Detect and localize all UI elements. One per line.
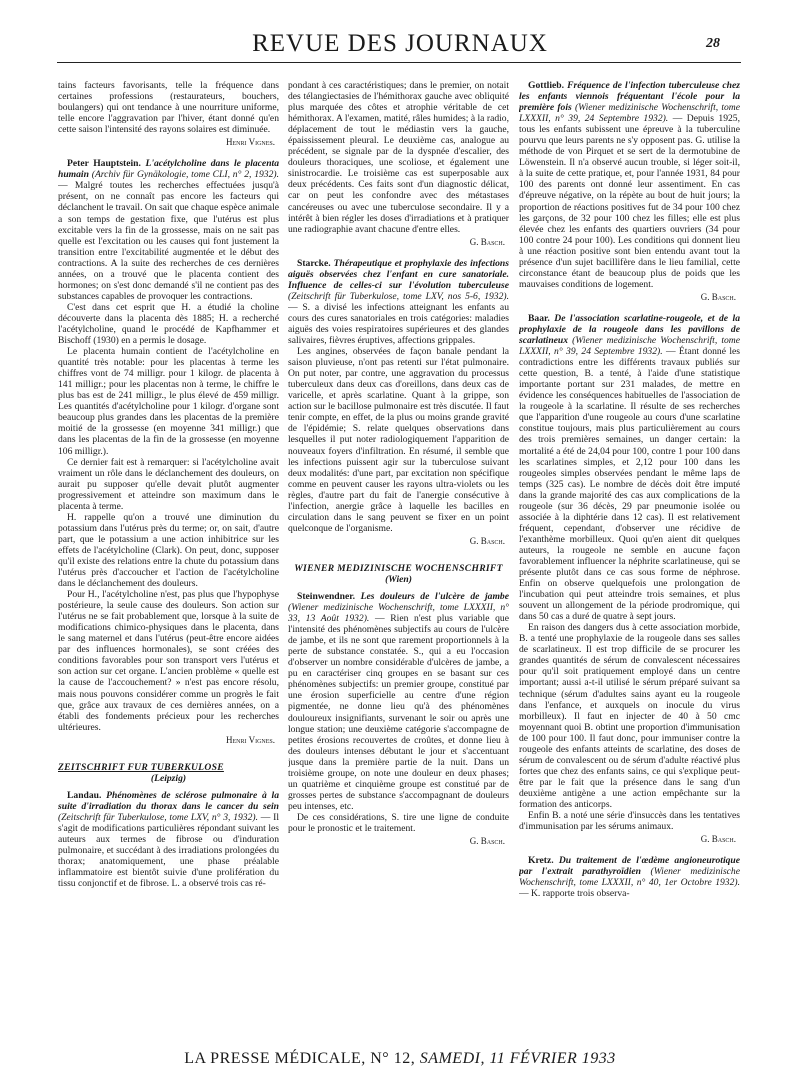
article-source: (Wiener medizinische Wochenschrift, tome LXXXII, n° 39, 24 Septembre 1932). xyxy=(519,102,740,125)
article-source: (Archiv für Gynäkologie, tome CLI, n° 2, 1932). xyxy=(91,169,279,181)
journal-city: (Wien) xyxy=(385,573,412,585)
journal-heading: ZEITSCHRIFT FUR TUBERKULOSE xyxy=(58,761,224,773)
article-text: — Depuis 1925, tous les enfants subissent une épreuve à la tuberculine pourvu que leurs parents ne s'y opposent pas. G. utilise la méthode de von Pirquet et se sert de la dermotubine de Löwenstein. Il n'a observé aucun trouble, si léger soit-il, à la suite de cette pratique, et, pour l'année 1931, 84 pour 100 des parents ont donné leur assentiment. En cas d'épreuve négative, on la répète au bout de huit jours; la proportion de réactions positives fut de 34 pour 100 chez les garçons, de 32 pour 100 chez les filles; elle est plus élevée chez les enfants des quartiers ouvriers (34 pour 100 contre 24 pour 100). Les conditions qui donnent lieu à une réaction positive sont bien entendu avant tout la présence d'un sujet bacillifère dans le lieu familial, cette circonstance étant de beaucoup plus de poids que les mauvaises conditions de logement. xyxy=(519,113,740,290)
running-head: REVUE DES JOURNAUX xyxy=(252,30,548,57)
article-source: (Wiener medizinische Wochenschrift, tome LXXXII, n° 33, 13 Août 1932). xyxy=(288,602,509,625)
article-author: Gottlieb. xyxy=(528,80,564,91)
article-text: — Malgré toutes les recherches effectuées jusqu'à présent, on ne connaît pas encore les facteurs qui déclanchent le travail. On sait que chaque espèce animale a son temps de gestation fixe, que l'utérus est plus excitable vers la fin de la grossesse, mais on ne sait pas quelle est l'excitation ou les causes qui font justement la transition entre l'excitabilité augmentée et le début des contractions. A la suite des recherches de ces dernières années, on a trouvé que le placenta contient des hormones; on s'est donc demandé s'il ne contient pas des substances capables de provoquer les contractions. xyxy=(58,180,279,302)
article-title: De l'association scarlatine-rougeole, et de la prophylaxie de la rougeole dans les pavillons de scarlatineux xyxy=(519,312,740,347)
paragraph: Les angines, observées de façon banale pendant la saison pluvieuse, n'ont pas retenti sur l'état pulmonaire. On put noter, par contre, une aggravation du processus tuberculeux dans deux cas d'oreillons, dans deux cas de varicelle, et après scarlatine. Quant à la grippe, son action sur le bacillose pulmonaire est très discutée. Il faut tenir compte, en effet, de la plus ou moins grande gravité de l'épidémie; S. relate quelques observations dans lesquelles il put noter radiologiquement l'apparition de nouveaux foyers d'infiltration. En résumé, il semble que les infections puissent agir sur la tuberculose suivant deux modalités: d'une part, par excitation non spécifique comme en peuvent causer les rayons ultra-violets ou les règles, d'autre part du fait de l'anergie consécutive à l'infection, anergie grâce à laquelle les bacilles en circulation dans le sang peuvent se fixer en un point quelconque de l'organisme. xyxy=(288,346,509,534)
article-author: Baar. xyxy=(528,312,550,324)
article-text: — Rien n'est plus variable que l'intensité des phénomènes subjectifs au cours de l'ulcère de jambe, et ils ne sont que rarement proportionnels à la perte de substance constatée. S., qui a eu l'occasion d'observer un nombre considérable d'ulcères de jambe, a pu en caractériser cinq groupes en se basant sur ces phénomènes subjectifs: un premier groupe, constitué par une érosion superficielle au centre d'une région pigmentée, ne donne lieu qu'à des phénomènes douloureux insignifiants, survenant le soir ou après une longue station; une deuxième catégorie s'accompagne de petites érosions recouvertes de croûtes, et donne lieu à des douleurs intenses débutant le jour et s'accentuant jusque dans la première partie de la nuit. Dans un troisième groupe, on note une douleur en deux phases; un quatrième et cinquième groupe est constitué par de grosses pertes de substance s'accompagnant de douleurs peu intenses, etc. xyxy=(288,613,509,812)
paragraph: Ce dernier fait est à remarquer: si l'acétylcholine avait vraiment un rôle dans le déclanchement des douleurs, on aurait pu supposer qu'elle devait plutôt augmenter progressivement et atteindre son maximum dans le placenta à terme. xyxy=(58,456,279,512)
article-title: Du traitement de l'œdème angioneurotique par l'extrait parathyroïdien xyxy=(519,855,740,878)
page-number: 28 xyxy=(706,36,720,51)
article-baar xyxy=(519,313,740,845)
signature: G. Basch. xyxy=(469,535,505,546)
article-source: (Wiener medizinische Wochenschrift, tome LXXXII, n° 40, 1er Octobre 1932). xyxy=(519,866,740,889)
article-title: Fréquence de l'infection tuberculeuse chez les enfants viennois fréquentant l'école pour la première fois xyxy=(519,80,740,114)
paragraph: pondant à ces caractéristiques; dans le premier, on notait des télangiectasies de l'hémithorax gauche avec obliquité plus marquée des côtes et atrophie véritable de cet hémithorax. A l'examen, matité, râles humides; à la radio, déplacement de tout le médiastin vers la gauche, épaississement pleural. Le deuxième cas, analogue au précédent, se signale par de la dyspnée d'escalier, des douleurs thoraciques, une scoliose, et également une sinistrocardie. Le troisième cas est superposable aux deux précédents. Ces faits sont d'un diagnostic délicat, car on peut les confondre avec des métastases cancéreuses ou avec une tuberculose secondaire. Il y a intérêt à bien régler les doses d'irradiations et à pratiquer une radiographie avant chacune d'entre elles. xyxy=(288,80,509,235)
article-lead xyxy=(519,855,740,899)
journal-heading: WIENER MEDIZINISCHE WOCHENSCHRIFT xyxy=(294,562,503,574)
paragraph: Pour H., l'acétylcholine n'est, pas plus que l'hypophyse postérieure, la seule cause des douleurs. Son action sur l'utérus ne se fait probablement que, lorsque à la suite de modifications chimico-physiques dans le placenta, dans le sang maternel et dans l'utérus (peut-être encore aidées par des influences hormonales), se sont créées des conditions favorables pour son transport vers l'utérus et son action sur cet organe. L'ancien problème « quelle est la cause de l'accouchement? » n'est pas encore résolu, mais nous pouvons considérer comme un progrès le fait que, grâce aux travaux de ces dernières années, on a établi des fondements précieux pour les recherches ultérieures. xyxy=(58,589,279,733)
footer-journal: LA PRESSE MÉDICALE, N° 12, xyxy=(184,1050,416,1067)
page-footer xyxy=(0,1050,800,1068)
article-hauptstein xyxy=(58,158,279,745)
header-rule xyxy=(57,62,741,63)
article-title: L'acétylcholine dans le placenta humain xyxy=(58,158,279,181)
article-kretz xyxy=(519,855,740,899)
article-author: Kretz. xyxy=(528,855,554,867)
article-lead xyxy=(58,790,279,889)
article-source: (Wiener medizinische Wochenschrift, tome LXXXII, n° 39, 24 Septembre 1932). xyxy=(519,335,740,358)
column-2 xyxy=(288,80,509,1045)
article-source: (Zeitschrift für Tuberkulose, tome LXV, nos 5-6, 1932). xyxy=(288,290,509,302)
article-lead xyxy=(288,258,509,346)
paragraph: De ces considérations, S. tire une ligne de conduite pour le pronostic et le traitement. xyxy=(288,811,509,834)
article-author: Peter Hauptstein. xyxy=(67,158,141,170)
journal-city: (Leipzig) xyxy=(150,772,187,784)
article-lead xyxy=(519,313,740,622)
article-author: Starcke. xyxy=(297,257,331,269)
paragraph: Enfin B. a noté une série d'insuccès dans les tentatives d'immunisation par les sérums animaux. xyxy=(519,810,740,833)
signature: G. Basch. xyxy=(700,834,736,845)
paragraph: H. rappelle qu'on a trouvé une diminution du potassium dans l'utérus près du terme; or, on sait, d'autre part, que le potassium a une action inhibitrice sur les effets de l'acétylcholine (Clark). On peut, donc, supposer qu'il existe des relations entre la chute du potassium dans l'utérus près d'accoucher et l'action de l'acétylcholine dans le déclanchement des douleurs. xyxy=(58,511,279,590)
article-starcke xyxy=(288,258,509,547)
column-1 xyxy=(58,80,279,1045)
article-text: — S. a divisé les infections atteignant les enfants au cours des cures sanatoriales en trois catégories: maladies aiguës des voies respiratoires supérieures et des glandes salivaires, fièvres éruptives, affections grippales. xyxy=(288,301,509,347)
signature: G. Basch. xyxy=(469,236,505,247)
signature: Henri Vignes. xyxy=(225,734,275,745)
footer-date: SAMEDI, 11 FÉVRIER 1933 xyxy=(419,1050,616,1067)
article-lead xyxy=(519,80,740,290)
paragraph: Le placenta humain contient de l'acétylcholine en quantité très notable: pour les placentas à terme les chiffres vont de 74 milligr. pour 1 kilogr. de placenta à 141 milligr.; pour les placentas non à terme, le chiffre le plus bas est de 241 milligr., le plus élevé de 459 milligr. Les quantités d'acétylcholine pour 1 kilogr. d'organe sont beaucoup plus grandes dans les placentas de la première moitié de la grossesse (en moyenne 341 milligr.) que dans les placentas de la fin de la grossesse (en moyenne 106 milligr.). xyxy=(58,346,279,457)
article-text: — K. rapporte trois observa- xyxy=(519,888,630,900)
article-text: — Il s'agit de modifications particulières répondant suivant les auteurs aux termes de fibrose ou d'induration pulmonaire, et succédant à des irradiations prolongées du thorax; anatomiquement, une phase préalable inflammatoire est bientôt suivie d'une prolifération du tissu conjonctif et de fibrose. L. a observé trois cas ré- xyxy=(58,811,279,890)
article-author: Landau. xyxy=(67,789,102,801)
article-title: Thérapeutique et prophylaxie des infections aiguës observées chez l'enfant en cure sanatoriale. Influence de celles-ci sur l'évolution tuberculeuse xyxy=(288,257,509,291)
article-lead xyxy=(288,591,509,812)
article-title: Les douleurs de l'ulcère de jambe xyxy=(360,591,509,603)
signature: G. Basch. xyxy=(469,836,505,847)
article-source: (Zeitschrift für Tuberkulose, tome LXV, n° 3, 1932). xyxy=(58,811,258,823)
paragraph: tains facteurs favorisants, telle la fréquence dans certaines professions (restaurateurs, bouchers, boulangers) qui ont tendance à une nourriture uniforme, telle encore l'aggravation par l'hiver, étant donné qu'en cette saison l'intensité des rayons solaires est diminuée. xyxy=(58,80,279,136)
signature: Henri Vignes. xyxy=(225,137,275,148)
article-lead xyxy=(58,158,279,302)
signature: G. Basch. xyxy=(700,291,736,302)
paragraph: En raison des dangers dus à cette association morbide, B. a tenté une prophylaxie de la rougeole dans ses salles de scarlatineux. Il est trop difficile de se procurer les grandes quantités de sérum de convalescent nécessaires pour qu'il soit pratiquement employé dans un centre important; aussi a-t-il utilisé le sérum préparé suivant sa technique (sérum d'adultes sains ayant eu la rougeole dans l'enfance, et auxquels on inocule du virus morbilleux). Il faut en injecter de 40 à 50 cmc moyennant quoi B. obtint une proportion d'immunisation de 100 pour 100. Il faut donc, pour immuniser contre la rougeole des enfants atteints de scarlatine, des doses de sérum de convalescent ou de sérum d'adulte réactivé plus fortes que chez des enfants sains, ce qui s'explique peut-être par le fait que la présence dans le sang d'un deuxième antigène a une action empêchante sur la formation des anticorps. xyxy=(519,622,740,810)
article-text: — Étant donné les contradictions entre les différents travaux publiés sur cette question, B. a tenté, à l'aide d'une statistique importante portant sur 231 malades, de mettre en évidence les conséquences habituelles de l'association de la rougeole à la scarlatine. Il résulte de ses recherches que l'apparition d'une rougeole au cours d'une scarlatine constitue toujours, mais plus particulièrement au cours des trois premières semaines, un danger certain: la mortalité a été de 24,04 pour 100, contre 1 pour 100 dans les scarlatines simples, et 2,12 pour 100 dans les rougeoles simples observées pendant le même laps de temps (325 cas). Le nombre de décès doit être imputé dans la grande majorité des cas aux complications de la rougeole (sur 36 décès, 29 par pneumonie isolée ou associée à la diphtérie dans 12 cas). Il est relativement fréquent, cependant, d'observer une récidive de l'exanthème morbilleux. Quoi qu'en aient dit quelques auteurs, la rougeole ne semble en aucune façon favorablement influencer la néphrite scarlatineuse, qui se présente plutôt dans ce cas sous forme de néphrose. Enfin on observe quelquefois une prolongation de l'incubation qui peut atteindre trois semaines, et plus souvent un allongement de la période prodromique, qui dans 50 cas a duré de quatre à sept jours. xyxy=(519,346,740,623)
paragraph: C'est dans cet esprit que H. a étudié la choline découverte dans la placenta dès 1885; H. a recherché l'acétylcholine, quand le procédé de Kapfhammer et Bischoff (1930) en a permis le dosage. xyxy=(58,301,279,347)
column-3 xyxy=(519,80,740,1045)
article-title: Phénomènes de sclérose pulmonaire à la suite d'irradiation du thorax dans le cancer du sein xyxy=(58,789,279,812)
article-author: Steinwendner. xyxy=(297,591,356,603)
